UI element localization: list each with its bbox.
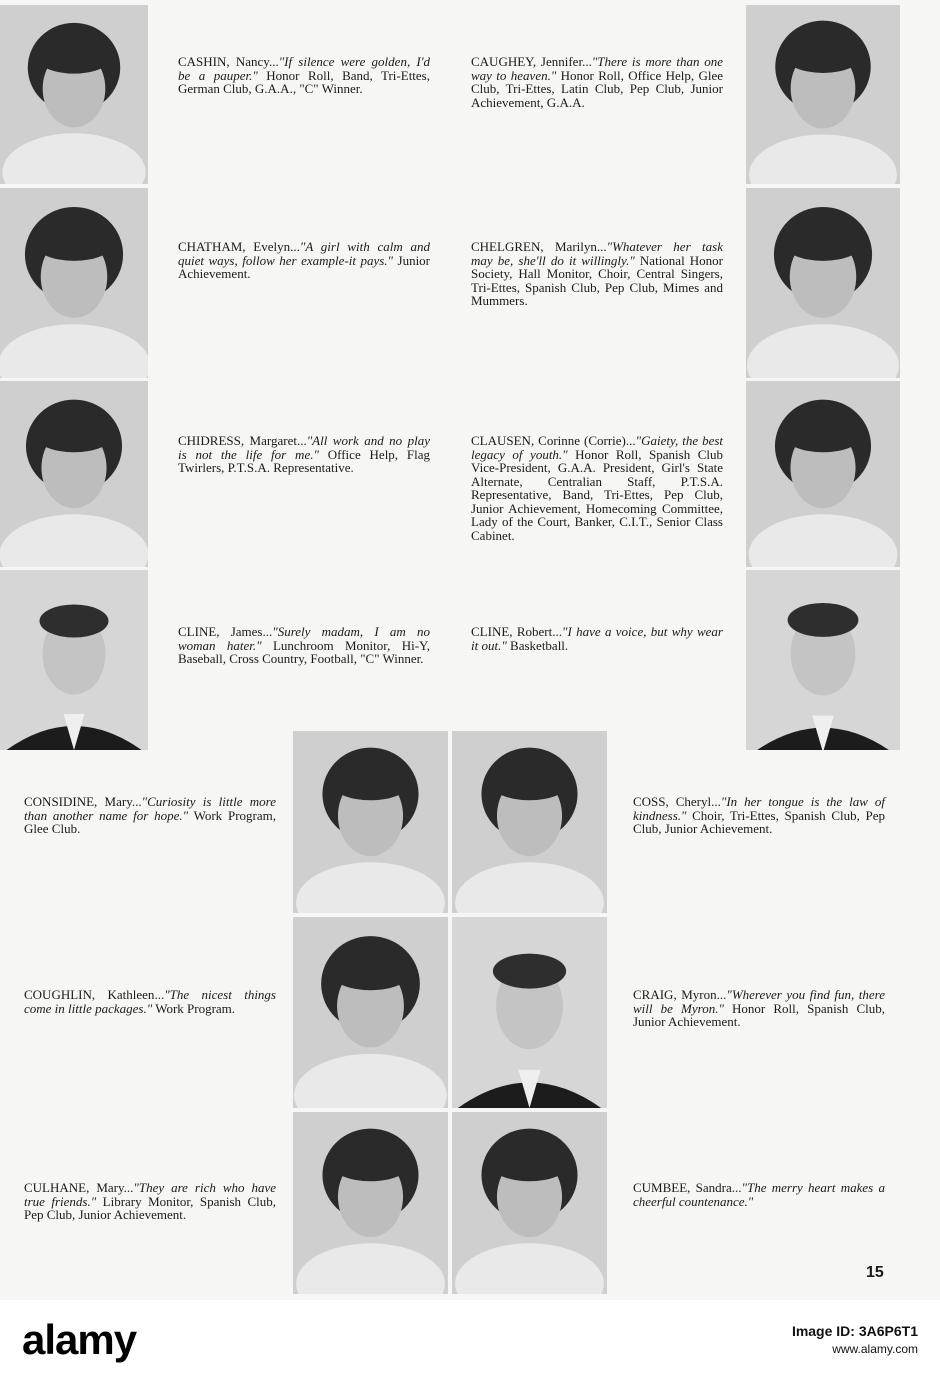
portrait-photo-cline-james	[0, 570, 148, 750]
girl-portrait	[452, 1112, 607, 1294]
girl-portrait	[0, 381, 148, 567]
girl-portrait	[746, 381, 900, 567]
student-name: CRAIG, Myron	[633, 987, 717, 1002]
student-quote: "Whatever her task may be, she'll do it willingly."	[471, 239, 723, 268]
portrait-photo-chidress	[0, 381, 148, 567]
girl-portrait	[0, 188, 148, 378]
portrait-photo-chatham	[0, 188, 148, 378]
bio-coughlin: COUGHLIN, Kathleen..."The nicest things come in little packages." Work Program.	[24, 987, 276, 1016]
student-activities: Honor Roll, Spanish Club, Junior Achievement.	[633, 1000, 885, 1029]
student-name: CAUGHEY, Jennifer	[471, 54, 583, 69]
student-activities: Honor Roll, Office Help, Glee Club, Tri-Ettes, Latin Club, Pep Club, Junior Achievement, G.A.A.	[471, 67, 724, 110]
bio-cline-james: CLINE, James..."Surely madam, I am no woman hater." Lunchroom Monitor, Hi-Y, Baseball, Cross Country, Football, "C" Winner.	[178, 624, 430, 666]
portrait-photo-craig	[452, 917, 607, 1108]
portrait-photo-chelgren	[746, 188, 900, 378]
student-name: CLAUSEN, Corinne (Corrie)	[471, 433, 626, 448]
student-activities: Office Help, Flag Twirlers, P.T.S.A. Representative.	[178, 446, 430, 475]
site-url: www.alamy.com	[832, 1342, 918, 1356]
student-name: CHELGREN, Marilyn	[471, 239, 597, 254]
student-activities: Choir, Tri-Ettes, Spanish Club, Pep Club, Junior Achievement.	[633, 807, 885, 836]
bio-considine: CONSIDINE, Mary..."Curiosity is little more than another name for hope." Work Program, Glee Club.	[24, 794, 276, 836]
student-activities: Work Program, Glee Club.	[24, 807, 276, 836]
portrait-photo-cashin	[0, 5, 148, 184]
portrait-photo-coss	[452, 731, 607, 913]
bio-chidress: CHIDRESS, Margaret..."All work and no play is not the life for me." Office Help, Flag Twirlers, P.T.S.A. Representative.	[178, 433, 430, 475]
bio-caughey: CAUGHEY, Jennifer..."There is more than one way to heaven." Honor Roll, Office Help, Glee Club, Tri-Ettes, Latin Club, Pep Club, Junior Achievement, G.A.A.	[471, 54, 724, 110]
student-name: COSS, Cheryl	[633, 794, 712, 809]
bio-chatham: CHATHAM, Evelyn..."A girl with calm and quiet ways, follow her example-it pays." Junior Achievement.	[178, 239, 431, 281]
student-name: COUGHLIN, Kathleen	[24, 987, 155, 1002]
portrait-photo-cumbee	[452, 1112, 607, 1294]
student-activities: Library Monitor, Spanish Club, Pep Club, Junior Achievement.	[24, 1193, 277, 1222]
student-quote: "Surely madam, I am no woman hater."	[178, 624, 430, 653]
student-quote: "If silence were golden, I'd be a pauper."	[178, 54, 430, 83]
bio-coss: COSS, Cheryl..."In her tongue is the law of kindness." Choir, Tri-Ettes, Spanish Club, Pep Club, Junior Achievement.	[633, 794, 885, 836]
student-name: CLINE, James	[178, 624, 263, 639]
student-quote: "I have a voice, but why wear it out."	[471, 624, 723, 653]
bio-chelgren: CHELGREN, Marilyn..."Whatever her task may be, she'll do it willingly." National Honor Society, Hall Monitor, Choir, Central Singers, Tri-Ettes, Spanish Club, Pep Club, Mimes and Mummers.	[471, 239, 724, 308]
page-number: 15	[866, 1264, 884, 1281]
alamy-logo: alamy	[22, 1316, 137, 1363]
student-name: CLINE, Robert	[471, 624, 553, 639]
student-quote: "A girl with calm and quiet ways, follow her example-it pays."	[178, 239, 430, 268]
bio-cashin: CASHIN, Nancy..."If silence were golden, I'd be a pauper." Honor Roll, Band, Tri-Ettes, German Club, G.A.A., "C" Winner.	[178, 54, 430, 96]
portrait-photo-culhane	[293, 1112, 448, 1294]
portrait-photo-clausen	[746, 381, 900, 567]
boy-portrait	[746, 570, 900, 750]
student-activities: National Honor Society, Hall Monitor, Choir, Central Singers, Tri-Ettes, Spanish Club, Pep Club, Mimes and Mummers.	[471, 252, 724, 308]
student-name: CULHANE, Mary	[24, 1180, 124, 1195]
image-id-block	[792, 1322, 918, 1358]
girl-portrait	[746, 5, 900, 184]
student-quote: "In her tongue is the law of kindness."	[633, 794, 885, 823]
student-activities: Honor Roll, Spanish Club Vice-President, G.A.A. President, Girl's State Alternate, Centralian Staff, P.T.S.A. Representative, Band, Tri-Ettes, Pep Club, Junior Achievement, Homecoming Committee, Lady of the Court, Banker, C.I.T., Senior Class Cabinet.	[471, 446, 723, 543]
boy-portrait	[452, 917, 607, 1108]
student-name: CHIDRESS, Margaret	[178, 433, 297, 448]
student-quote: "There is more than one way to heaven."	[471, 54, 724, 83]
student-name: CASHIN, Nancy	[178, 54, 269, 69]
image-id: Image ID: 3A6P6T1	[791, 1323, 918, 1339]
student-activities: Honor Roll, Band, Tri-Ettes, German Club, G.A.A., "C" Winner.	[178, 67, 430, 96]
portrait-photo-caughey	[746, 5, 900, 184]
girl-portrait	[293, 731, 448, 913]
bio-craig: CRAIG, Myron..."Wherever you find fun, there will be Myron." Honor Roll, Spanish Club, Junior Achievement.	[633, 987, 885, 1029]
student-activities: Work Program.	[155, 1000, 236, 1016]
portrait-photo-considine	[293, 731, 448, 913]
girl-portrait	[293, 917, 448, 1108]
student-activities: Junior Achievement.	[178, 252, 431, 281]
girl-portrait	[452, 731, 607, 913]
girl-portrait	[0, 5, 148, 184]
student-activities: Basketball.	[510, 637, 569, 653]
student-quote: "Gaiety, the best legacy of youth."	[471, 433, 724, 462]
student-name: CUMBEE, Sandra	[633, 1180, 732, 1195]
student-name: CHATHAM, Evelyn	[178, 239, 291, 254]
student-quote: "Curiosity is little more than another name for hope."	[24, 794, 276, 823]
bio-cline-robert: CLINE, Robert..."I have a voice, but why wear it out." Basketball.	[471, 624, 723, 653]
bio-cumbee: CUMBEE, Sandra..."The merry heart makes a cheerful countenance."	[633, 1180, 885, 1209]
student-quote: "Wherever you find fun, there will be Myron."	[633, 987, 885, 1016]
student-activities: Lunchroom Monitor, Hi-Y, Baseball, Cross Country, Football, "C" Winner.	[178, 637, 430, 666]
bio-clausen: CLAUSEN, Corinne (Corrie)..."Gaiety, the best legacy of youth." Honor Roll, Spanish Club Vice-President, G.A.A. President, Girl's State Alternate, Centralian Staff, P.T.S.A. Representative, Band, Tri-Ettes, Pep Club, Junior Achievement, Homecoming Committee, Lady of the Court, Banker, C.I.T., Senior Class Cabinet.	[471, 433, 724, 543]
student-quote: "The merry heart makes a cheerful countenance."	[633, 1180, 885, 1209]
boy-portrait	[0, 570, 148, 750]
student-quote: "The nicest things come in little packages."	[24, 987, 276, 1016]
girl-portrait	[746, 188, 900, 378]
bio-culhane: CULHANE, Mary..."They are rich who have true friends." Library Monitor, Spanish Club, Pep Club, Junior Achievement.	[24, 1180, 277, 1222]
student-quote: "They are rich who have true friends."	[24, 1180, 276, 1209]
portrait-photo-coughlin	[293, 917, 448, 1108]
girl-portrait	[293, 1112, 448, 1294]
portrait-photo-cline-robert	[746, 570, 900, 750]
student-quote: "All work and no play is not the life for me."	[178, 433, 430, 462]
student-name: CONSIDINE, Mary	[24, 794, 132, 809]
